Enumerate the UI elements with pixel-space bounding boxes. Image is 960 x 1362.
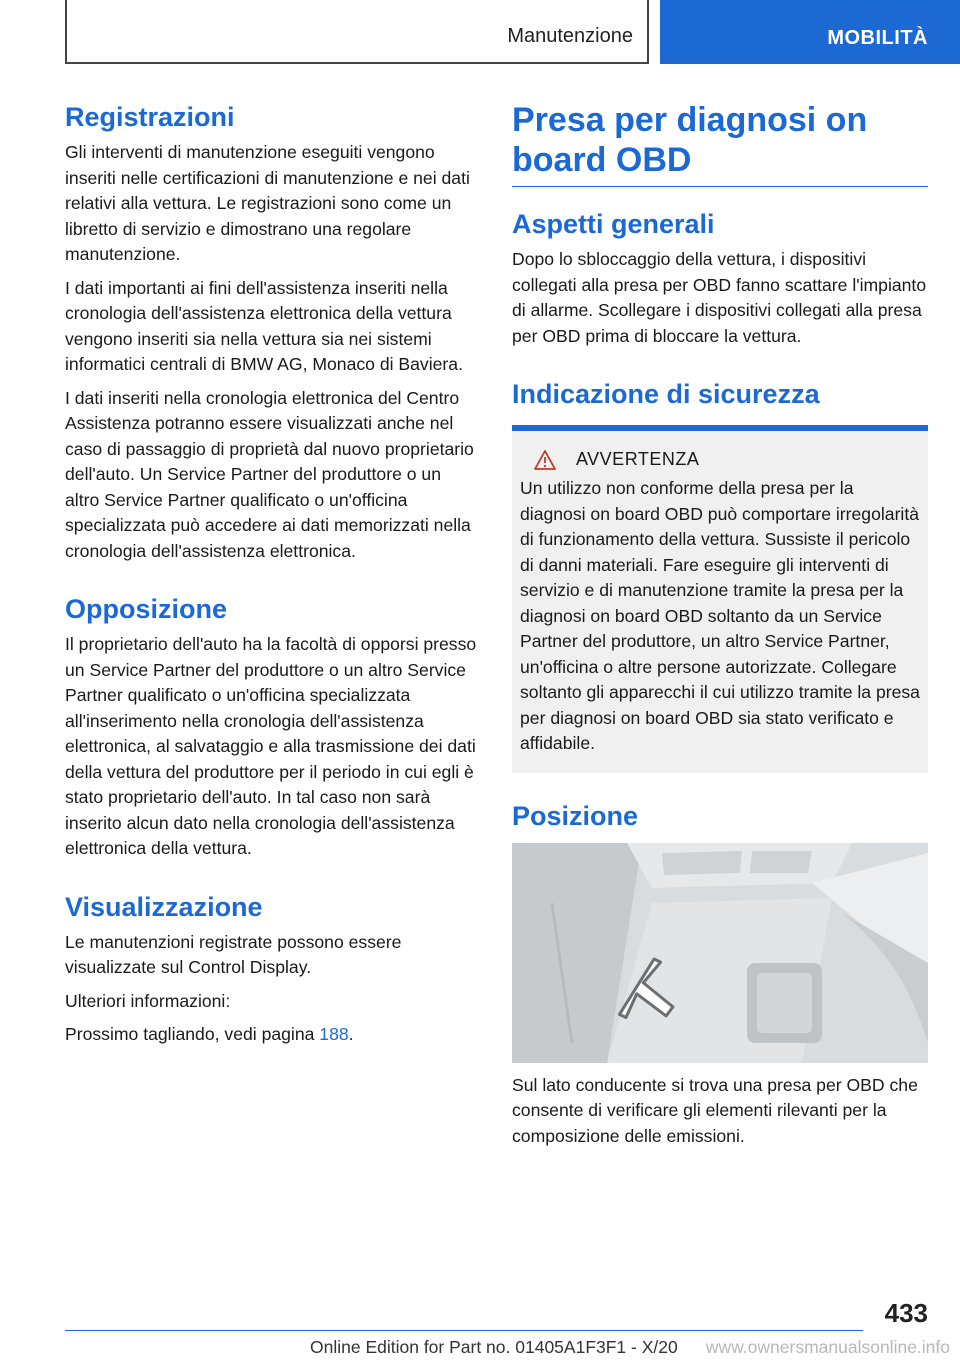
page-reference-end: . (348, 1024, 354, 1044)
obd-location-photo (512, 843, 928, 1063)
warning-box (512, 425, 928, 773)
posizione-paragraph: Sul lato conducente si trova una presa per OBD che consente di verificare gli elementi rilevanti per la composizione delle emissioni. (512, 1074, 918, 1146)
footer-divider (65, 1330, 863, 1331)
warning-text: Un utilizzo non conforme della presa per la diagnosi on board OBD può comportare irregolarità di funzionamento della vettura. Sussiste il pericolo di danni materiali. Fare eseguire gli interventi di servizio e di manutenzione tramite la presa per la diagnosi on board OBD soltanto da un Service Partner del produttore, un altro Service Partner, un'officina o altre persone autorizzate. Collegare soltanto gli apparecchi il cui utilizzo tramite la presa per diagnosi on board OBD sia stato verificato e affidabile. (520, 478, 920, 753)
page-reference-text: Prossimo tagliando, vedi pagina (65, 1024, 320, 1044)
aspetti-paragraph: Dopo lo sbloccaggio della vettura, i dispositivi collegati alla presa per OBD fanno scattare l'impianto di allarme. Scollegare i dispositivi collegati alla presa per OBD prima di bloccare la vettura. (512, 249, 927, 346)
opposizione-paragraph: Il proprietario dell'auto ha la facoltà di opporsi presso un Service Partner del produttore o un altro Service Partner qualificato o un'officina specializzata all'inserimento nella cronologia dell'assistenza elettronica, al salvataggio e alla trasmissione dei dati della vettura del produttore per il periodo in cui egli è stato proprietario dell'auto. In tal caso non sarà inserito alcun dato nella cronologia dell'assistenza elettronica della vettura. (65, 634, 477, 858)
heading-aspetti-generali: Aspetti generali (512, 209, 715, 239)
warning-header (534, 449, 920, 470)
heading-indicazione-sicurezza: Indicazione di sicurezza (512, 379, 820, 409)
visualizzazione-paragraph-1: Le manutenzioni registrate possono essere visualizzate sul Control Display. (65, 931, 402, 977)
header-chapter-label: MOBILITÀ (827, 27, 928, 49)
registrazioni-paragraph-3: I dati inseriti nella cronologia elettronica del Centro Assistenza potranno essere visualizzati anche nel caso di passaggio di proprietà dal nuovo proprietario dell'auto. Un Service Partner del produttore o un altro Service Partner qualificato o un'officina specializzata può accedere ai dati memorizzati nella cronologia dell'assistenza elettronica. (65, 387, 474, 561)
watermark: www.ownersmanualsonline.info (705, 1337, 950, 1357)
header-section-label: Manutenzione (507, 25, 633, 47)
page-reference-link[interactable]: 188 (319, 1024, 349, 1044)
header-section-tab (65, 0, 649, 64)
heading-opposizione: Opposizione (65, 594, 227, 624)
heading-obd: Presa per diagnosi on board OBD (512, 100, 928, 187)
footer-edition: Online Edition for Part no. 01405A1F3F1 - X/20 (310, 1337, 678, 1357)
visualizzazione-paragraph-2: Ulteriori informazioni: (65, 990, 231, 1011)
heading-visualizzazione: Visualizzazione (65, 891, 263, 922)
heading-posizione: Posizione (512, 800, 639, 831)
warning-triangle-icon (534, 450, 556, 470)
registrazioni-paragraph-1: Gli interventi di manutenzione eseguiti vengono inseriti nelle certificazioni di manutenzione e nei dati relativi alla vettura. Le registrazioni sono come un libretto di servizio e dimostrano una regolare manutenzione. (65, 142, 470, 264)
right-column (512, 100, 928, 1157)
heading-registrazioni: Registrazioni (65, 102, 235, 132)
header-chapter-tab[interactable] (660, 0, 960, 64)
registrazioni-paragraph-2: I dati importanti ai fini dell'assistenza inseriti nella cronologia dell'assistenza elettronica della vettura vengono inseriti sia nella vettura sia nei sistemi informatici centrali di BMW AG, Monaco di Baviera. (65, 277, 463, 374)
left-column (65, 100, 477, 1056)
warning-label: AVVERTENZA (576, 449, 700, 469)
visualizzazione-paragraph-3 (65, 1022, 477, 1048)
page-number: 433 (884, 1298, 928, 1328)
